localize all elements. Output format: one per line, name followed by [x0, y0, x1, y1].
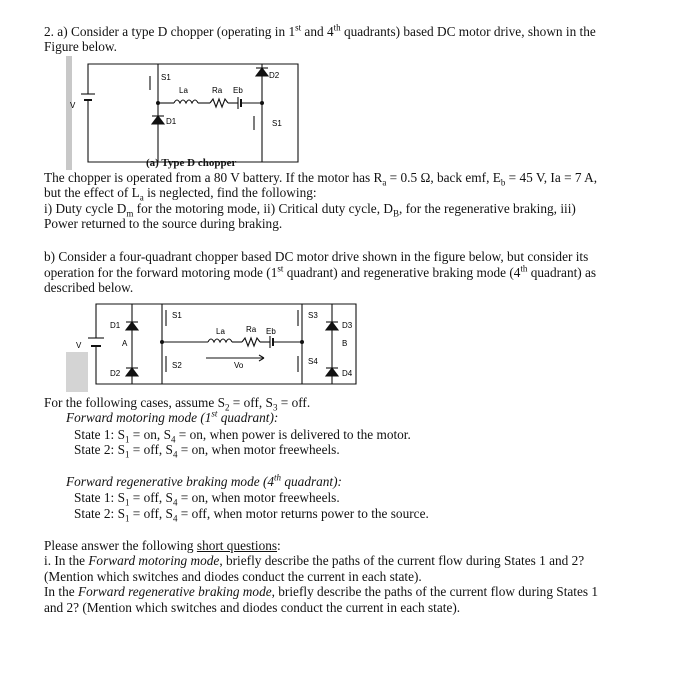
part-b-intro-1: b) Consider a four-quadrant chopper based DC motor drive shown in the figure below, but consider its: [44, 249, 589, 264]
figure-a-caption: (a) Type D chopper: [146, 157, 237, 169]
braking-state-1: State 1: $S_1$ = off, $S_4$ = on, when motor freewheels.: [74, 490, 340, 508]
motoring-title: Forward motoring mode (1st quadrant):: [66, 408, 279, 425]
fig-b-label-d1: D1: [110, 321, 121, 330]
fig-b-label-s3: S3: [308, 311, 318, 320]
fig-b-label-vo: Vo: [234, 361, 244, 370]
fig-b-label-d4: D4: [342, 369, 353, 378]
fig-a-label-eb: Eb: [233, 86, 243, 95]
fig-b-label-d3: D3: [342, 321, 353, 330]
fig-b-label-b: B: [342, 339, 348, 348]
part-a-body-4: Power returned to the source during braking.: [44, 216, 283, 231]
motoring-state-1: State 1: $S_1$ = on, $S_4$ = on, when power is delivered to the motor.: [74, 427, 411, 445]
type-d-chopper-figure: [66, 56, 316, 170]
braking-title: Forward regenerative braking mode (4th quadrant):: [66, 472, 342, 489]
fig-b-label-v: V: [76, 341, 82, 350]
question-1-line-2: (Mention which switches and diodes conduct the current in each state).: [44, 569, 422, 584]
fig-b-label-ra: Ra: [246, 325, 257, 334]
question-1-line-1: i. In the Forward motoring mode, briefly describe the paths of the current flow during States 1 and 2?: [44, 553, 585, 568]
fig-b-label-s2: S2: [172, 361, 182, 370]
part-b-intro-2: operation for the forward motoring mode (1st quadrant) and regenerative braking mode (4th quadrant) as: [44, 263, 597, 280]
fig-a-label-v: V: [70, 101, 76, 110]
braking-state-2: State 2: $S_1$ = off, $S_4$ = off, when motor returns power to the source.: [74, 506, 429, 524]
fig-a-label-d2: D2: [269, 71, 280, 80]
fig-a-label-s1-top: S1: [161, 73, 171, 82]
part-a-body-1: The chopper is operated from a 80 V battery. If the motor has $R_a = 0.5$ Ω, back emf, $E_b = 45$ V, Ia = 7 A,: [44, 170, 598, 188]
question-2-line-2: and 2? (Mention which switches and diodes conduct the current in each state).: [44, 600, 461, 615]
motoring-state-2: State 2: $S_1$ = off, $S_4$ = on, when motor freewheels.: [74, 442, 340, 460]
question-2-line-1: In the Forward regenerative braking mode, briefly describe the paths of the current flow during States 1: [44, 584, 599, 599]
fig-b-label-la: La: [216, 327, 225, 336]
part-a-body-3: i) Duty cycle $D_m$ for the motoring mode, ii) Critical duty cycle, $D_B$, for the regenerative braking, iii): [44, 201, 576, 219]
part-a-intro-1: 2. a) Consider a type D chopper (operating in 1st and 4th quadrants) based DC motor drive, shown in the: [44, 22, 596, 39]
fig-a-label-d1: D1: [166, 117, 177, 126]
part-b-intro-3: described below.: [44, 280, 134, 295]
fig-a-label-ra: Ra: [212, 86, 223, 95]
fig-a-label-la: La: [179, 86, 188, 95]
fig-b-label-s4: S4: [308, 357, 318, 366]
part-b-cases: For the following cases, assume $S_2$ = off, $S_3$ = off.: [44, 395, 311, 413]
fig-a-label-s1-bottom: S1: [272, 119, 282, 128]
fig-b-label-eb: Eb: [266, 327, 276, 336]
fig-b-label-a: A: [122, 339, 128, 348]
fig-b-label-s1: S1: [172, 311, 182, 320]
questions-prompt: Please answer the following short questions:: [44, 538, 281, 553]
four-quadrant-chopper-figure: [66, 296, 370, 396]
fig-b-label-d2: D2: [110, 369, 121, 378]
part-a-body-2: but the effect of $L_a$ is neglected, find the following:: [44, 185, 317, 203]
part-a-intro-2: Figure below.: [44, 39, 117, 54]
